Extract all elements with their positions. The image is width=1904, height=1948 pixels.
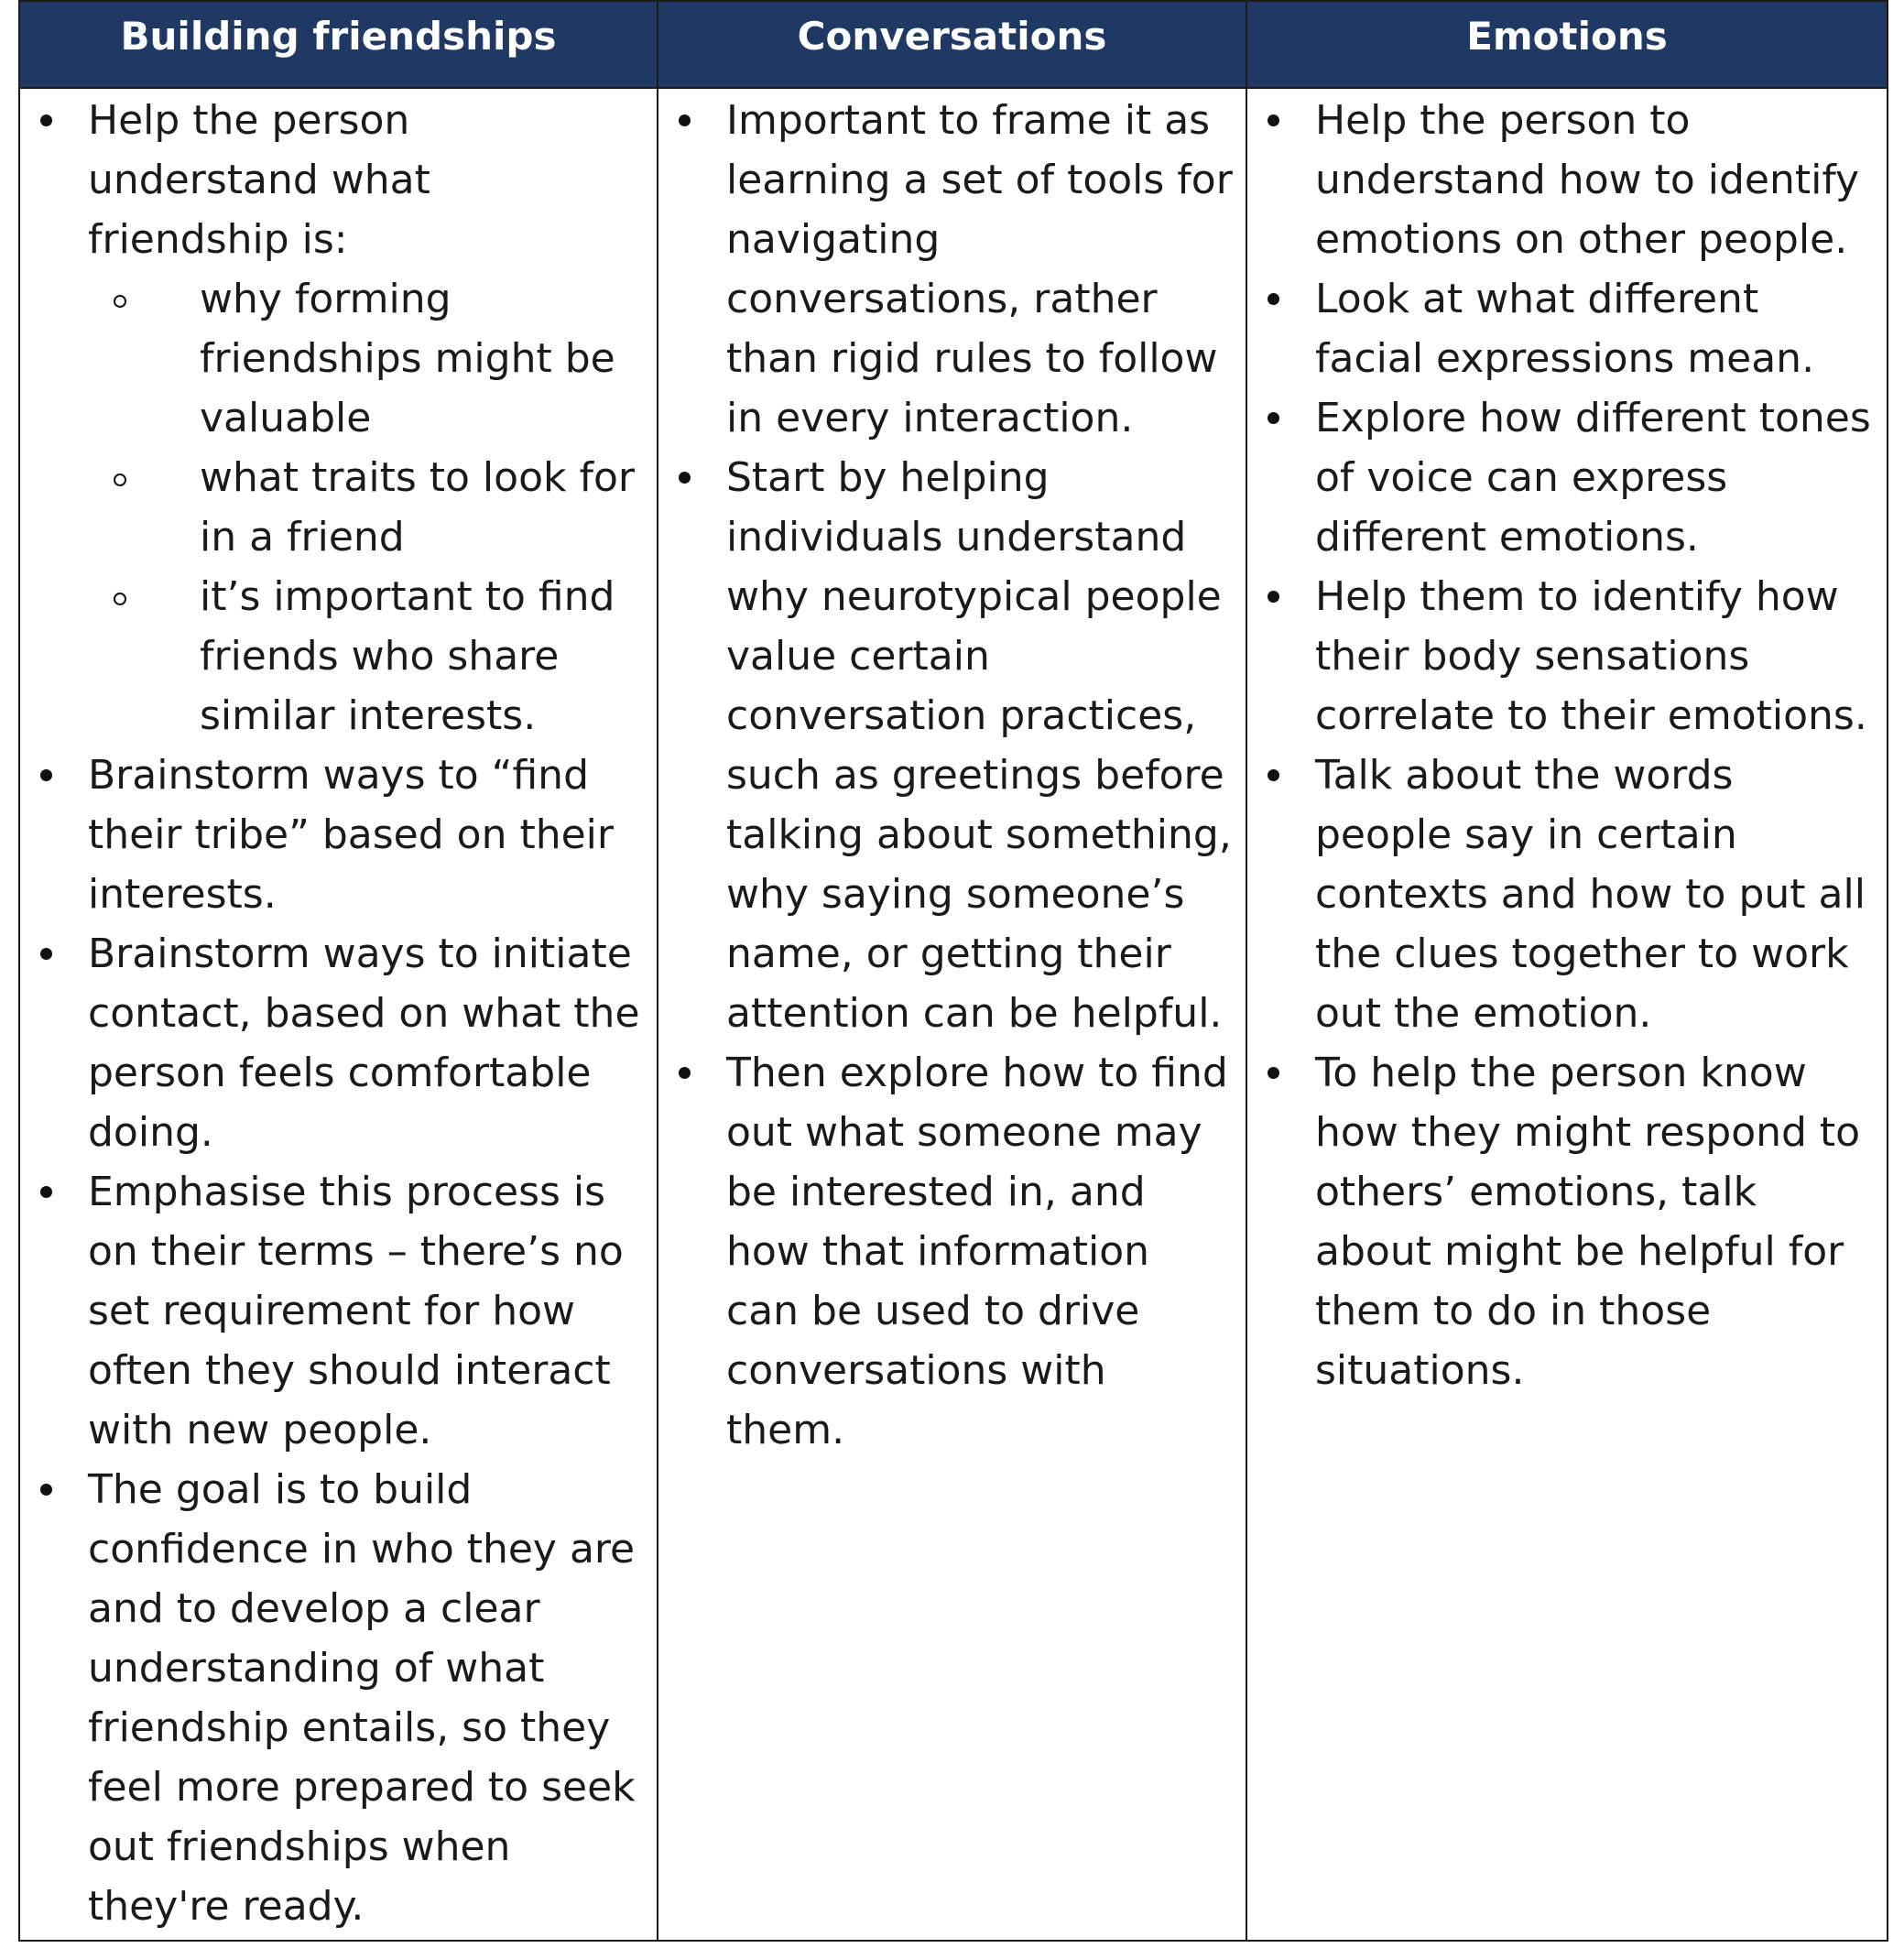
list-item-text: Explore how different tones of voice can express different emotions. <box>1315 395 1871 560</box>
list-item <box>1247 91 1887 269</box>
list-item-text: Then explore how to find out what someone may be interested in, and how that information can be used to drive conversations with them. <box>726 1050 1228 1453</box>
bullet-icon <box>1268 591 1279 603</box>
sub-list-item-text: why forming friendships might be valuable <box>200 276 615 441</box>
building-friendships-list <box>20 89 657 1936</box>
bullet-icon <box>40 948 52 960</box>
bullet-icon <box>40 1484 52 1496</box>
column-header-label: Emotions <box>1466 14 1668 59</box>
sub-list-item <box>20 448 644 567</box>
list-item <box>1247 269 1887 388</box>
list-item <box>1247 567 1887 745</box>
conversations-cell <box>658 88 1246 1941</box>
hollow-bullet-icon <box>114 295 126 308</box>
content-row <box>19 88 1888 1941</box>
list-item-text: To help the person know how they might respond to others’ emotions, talk about might be helpful for them to do in those situations. <box>1315 1050 1861 1394</box>
list-item-text: Brainstorm ways to “find their tribe” based on their interests. <box>88 752 614 918</box>
list-item-text: Talk about the words people say in certain contexts and how to put all the clues together to work out the emotion. <box>1315 752 1866 1037</box>
bullet-icon <box>1268 1067 1279 1079</box>
list-item-text: The goal is to build confidence in who they are and to develop a clear understanding of what friendship entails, so they feel more prepared to seek out friendships when they're ready. <box>88 1466 636 1930</box>
list-item-text: Emphasise this process is on their terms – there’s no set requirement for how often they should interact with new people. <box>88 1169 624 1453</box>
conversations-list <box>658 89 1246 1460</box>
sub-list-item-text: it’s important to find friends who share similar interests. <box>200 573 615 739</box>
list-item <box>658 1043 1246 1460</box>
list-item <box>20 745 657 924</box>
column-header-label: Conversations <box>797 14 1107 59</box>
sub-list <box>88 269 644 745</box>
sub-list-item <box>20 269 644 448</box>
list-item <box>20 1460 657 1936</box>
list-item-text: Help the person understand what friendship is: <box>88 97 430 263</box>
column-header-label: Building friendships <box>120 14 557 59</box>
list-item <box>20 1162 657 1460</box>
bullet-icon <box>1268 769 1279 781</box>
list-item-text: Start by helping individuals understand why neurotypical people value certain conversation practices, such as greetings before talking about something, why saying someone’s name, or getting their attention can be helpful. <box>726 454 1232 1037</box>
header-row <box>19 1 1888 88</box>
bullet-icon <box>40 769 52 781</box>
bullet-icon <box>1268 293 1279 305</box>
list-item <box>20 91 657 745</box>
column-header-conversations <box>658 1 1246 88</box>
column-header-building-friendships <box>19 1 658 88</box>
list-item <box>1247 1043 1887 1400</box>
emotions-cell <box>1246 88 1888 1941</box>
bullet-icon <box>1268 114 1279 126</box>
bullet-icon <box>40 1186 52 1198</box>
emotions-list <box>1247 89 1887 1400</box>
list-item <box>1247 745 1887 1043</box>
document-page <box>18 0 1887 1942</box>
guidance-table <box>18 0 1888 1942</box>
list-item <box>658 91 1246 448</box>
bullet-icon <box>40 114 52 126</box>
hollow-bullet-icon <box>114 473 126 486</box>
list-item <box>20 924 657 1162</box>
sub-list-item-text: what traits to look for in a friend <box>200 454 635 560</box>
bullet-icon <box>1268 412 1279 424</box>
bullet-icon <box>679 114 691 126</box>
sub-list-item <box>20 567 644 745</box>
list-item-text: Brainstorm ways to initiate contact, based on what the person feels comfortable doing. <box>88 930 640 1156</box>
list-item-text: Help the person to understand how to identify emotions on other people. <box>1315 97 1860 263</box>
list-item <box>1247 388 1887 567</box>
list-item <box>658 448 1246 1043</box>
list-item-text: Important to frame it as learning a set of tools for navigating conversations, rather than rigid rules to follow in every interaction. <box>726 97 1233 441</box>
bullet-icon <box>679 472 691 484</box>
bullet-icon <box>679 1067 691 1079</box>
building-friendships-cell <box>19 88 658 1941</box>
hollow-bullet-icon <box>114 593 126 605</box>
column-header-emotions <box>1246 1 1888 88</box>
list-item-text: Help them to identify how their body sensations correlate to their emotions. <box>1315 573 1867 739</box>
list-item-text: Look at what different facial expressions mean. <box>1315 276 1815 382</box>
